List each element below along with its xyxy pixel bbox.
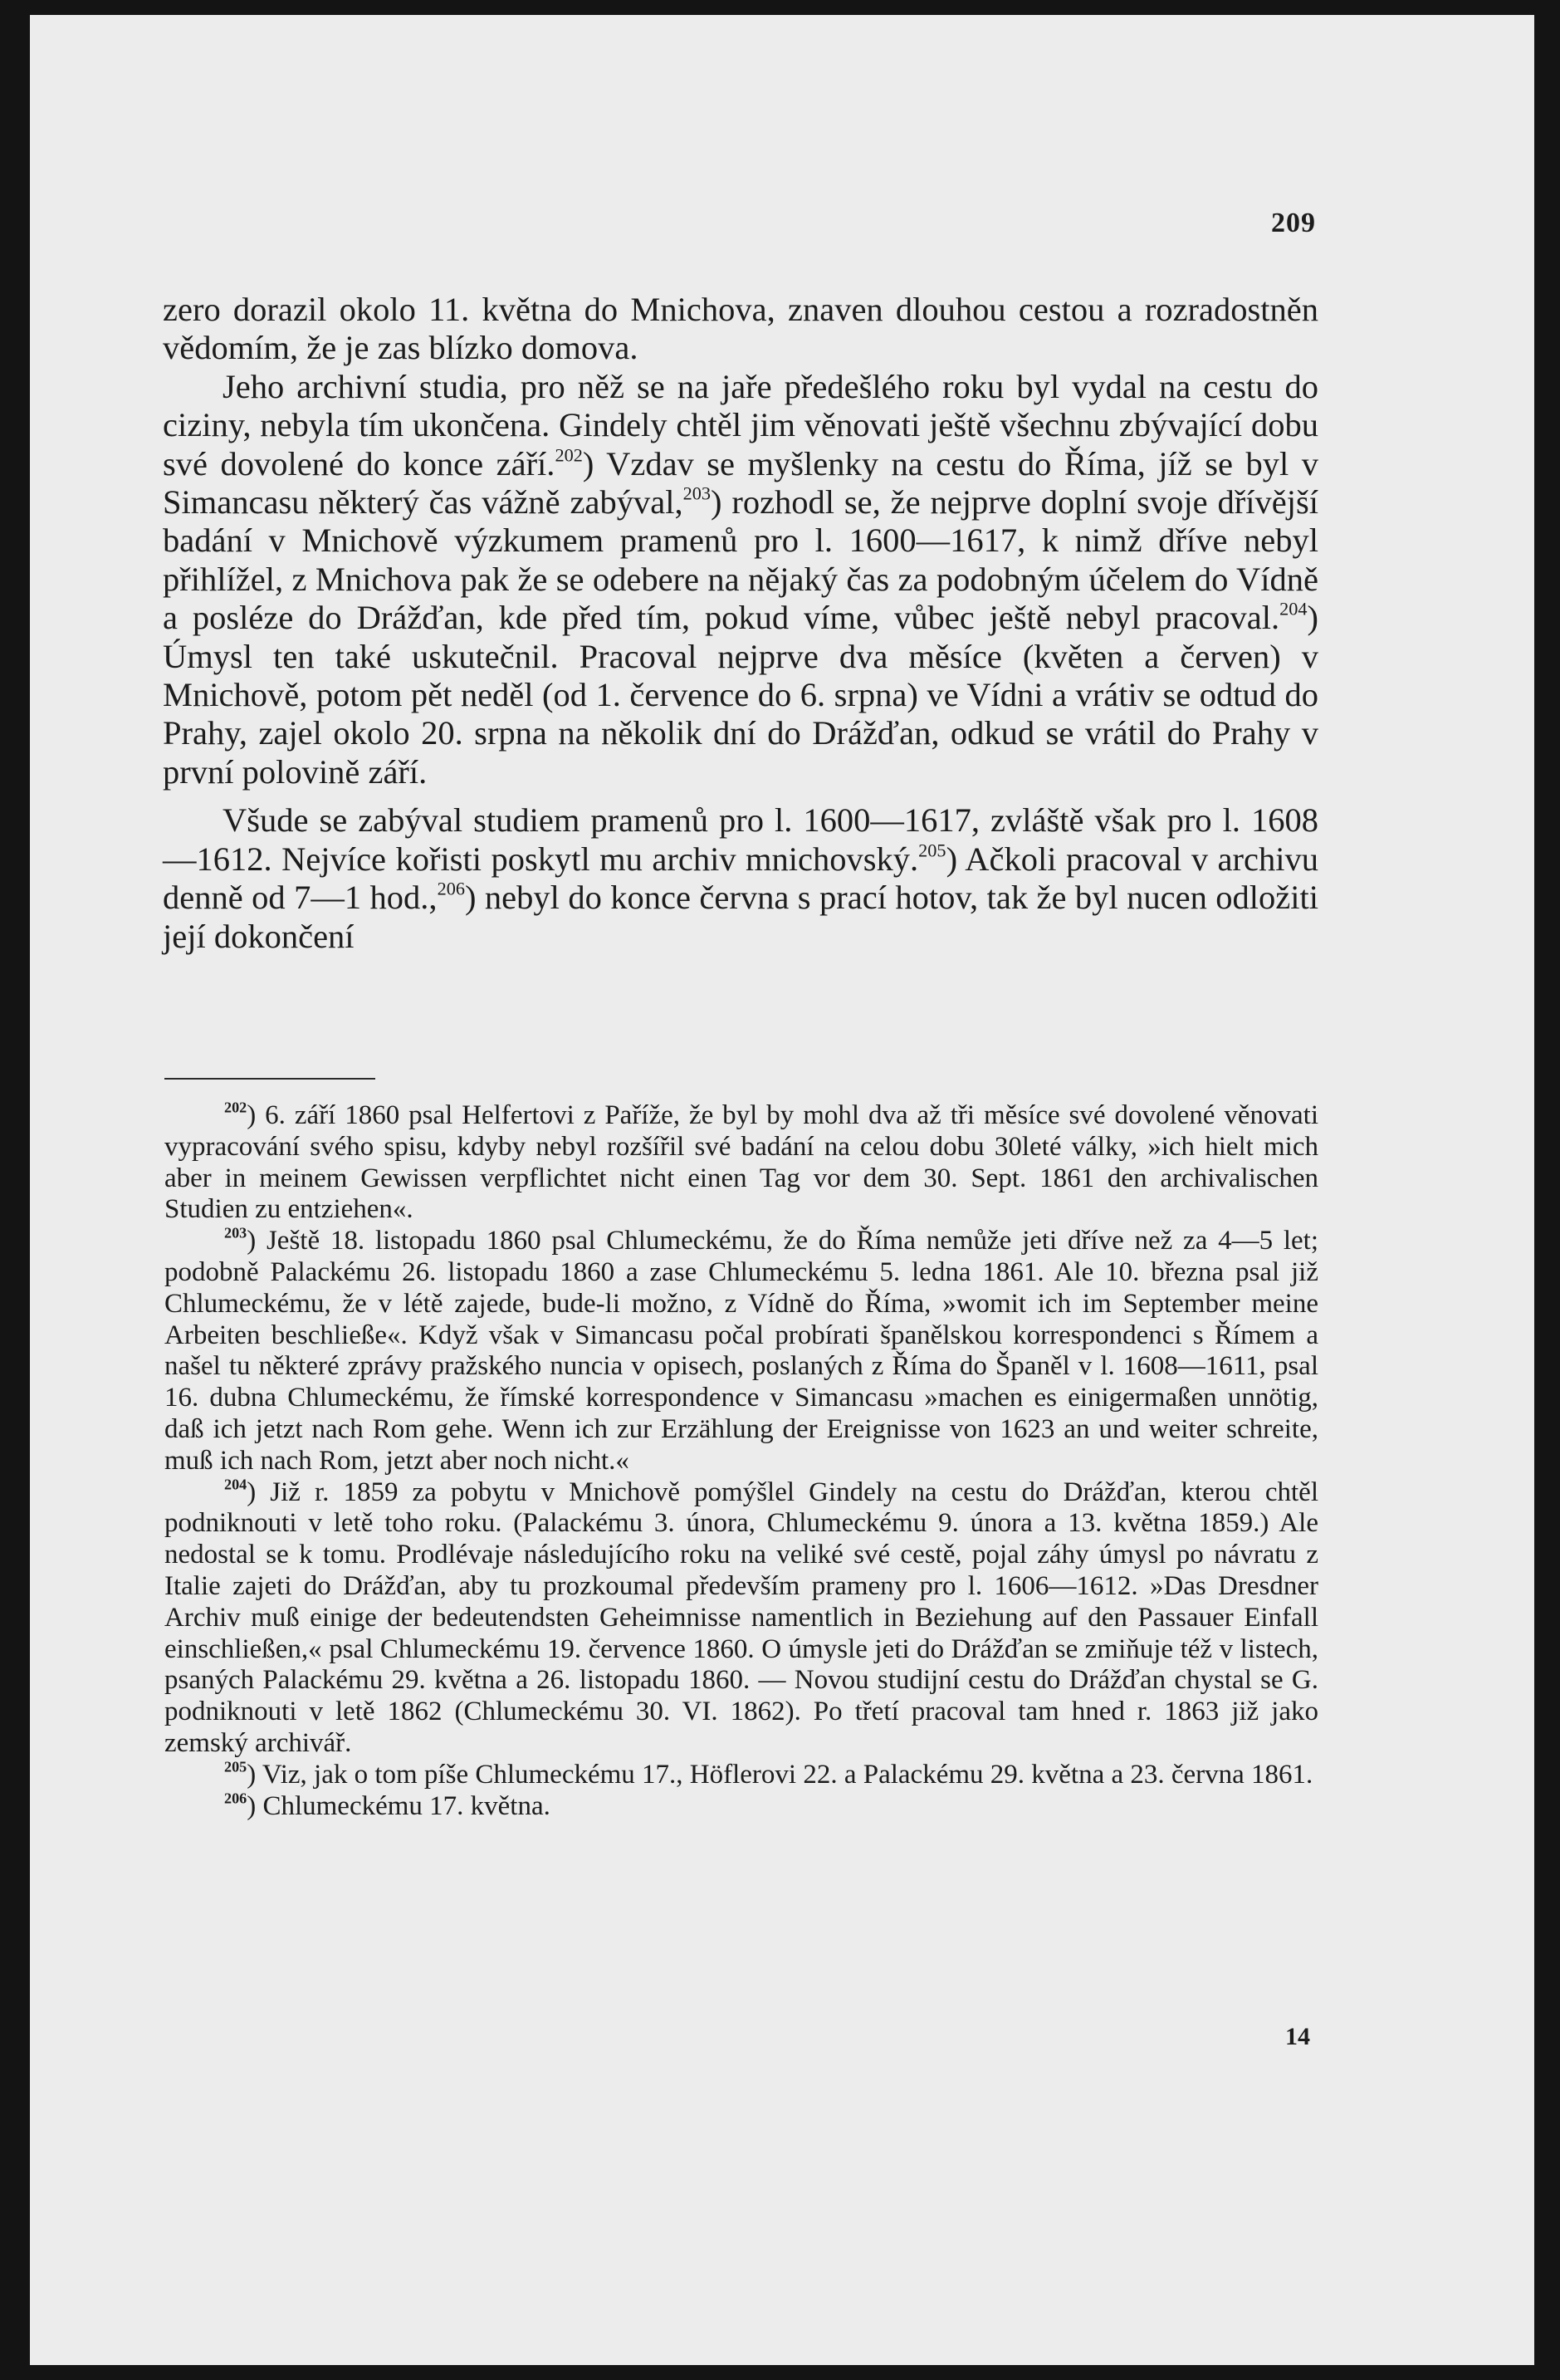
footnote-marker: 202: [224, 1099, 247, 1116]
text-run: ) Vzdav se myšlenky na cestu do Říma, jíž se byl v Simancasu některý čas vážně zabýval,: [163, 444, 1318, 522]
footnote-marker: 205: [224, 1758, 247, 1775]
footnote-separator: [164, 1078, 375, 1080]
footnote-text: ) 6. září 1860 psal Helfertovi z Paříže, že byl by mohl dva až tři měsíce své dovolené věnovati vypracování svého spisu, kdyby nebyl rozšířil své badání na celou dobu 30leté války, »ich hielt mich aber in meinem Gewissen verpflichtet nicht einen Tag vor dem 30. Sept. 1861 den archivalischen Studien zu entziehen«.: [164, 1100, 1318, 1225]
footnote-marker: 204: [224, 1475, 247, 1492]
paragraph: [163, 368, 1318, 791]
book-page: [30, 15, 1534, 2365]
footnote: [164, 1226, 1318, 1476]
text-run: Všude se zabýval studiem pramenů pro l. 1600—1617, zvláště však pro l. 1608—1612. Nejvíce kořisti poskytl mu archiv mnichovský.: [163, 801, 1318, 878]
text-run: ) Ačkoli pracoval v archivu denně od 7—1 hod.,: [163, 840, 1318, 917]
text-run: ) rozhodl se, že nejprve doplní svoje dřívější badání v Mnichově výzkumem pramenů pro l. 1600—1617, k nimž dříve nebyl přihlížel, z Mnichova pak že se odebere na nějaký čas za podobným účelem do Vídně a posléze do Drážďan, kde před tím, pokud víme, vůbec ještě nebyl pracoval.: [163, 483, 1318, 637]
paragraph: [163, 801, 1318, 956]
footnote: [164, 1477, 1318, 1760]
footnote: [164, 1100, 1318, 1226]
text-run: ) Úmysl ten také uskutečnil. Pracoval nejprve dva měsíce (květen a červen) v Mnichově, potom pět neděl (od 1. července do 6. srpna) ve Vídni a vrátiv se odtud do Prahy, zajel okolo 20. srpna na několik dní do Drážďan, odkud se vrátil do Prahy v první polovině září.: [163, 599, 1318, 791]
paragraph: [163, 291, 1318, 368]
footnote-reference[interactable]: 202: [555, 443, 583, 465]
footnote-reference[interactable]: 203: [682, 482, 711, 504]
footnote-marker: 206: [224, 1789, 247, 1806]
footnote: [164, 1791, 1318, 1823]
footnote-reference[interactable]: 204: [1279, 598, 1308, 619]
signature-mark: 14: [1285, 2023, 1310, 2050]
footnote-reference[interactable]: 206: [437, 878, 465, 899]
main-text: [163, 291, 1318, 956]
footnote-text: ) Již r. 1859 za pobytu v Mnichově pomýšlel Gindely na cestu do Drážďan, kterou chtěl podniknouti v letě toho roku. (Palackému 3. února, Chlumeckému 9. února a 13. května 1859.) Ale nedostal se k tomu. Prodlévaje následujícího roku na veliké své cestě, pojal záhy úmysl po návratu z Italie zajeti do Drážďan, aby tu prozkoumal především prameny pro l. 1606—1612. »Das Dresdner Archiv muß einige der bedeutendsten Geheimnisse namentlich in Beziehung auf den Passauer Einfall einschließen,« psal Chlumeckému 19. července 1860. O úmysle jeti do Drážďan se zmiňuje též v listech, psaných Palackému 29. května a 26. listopadu 1860. — Novou studijní cestu do Drážďan chystal se G. podniknouti v letě 1862 (Chlumeckému 30. VI. 1862). Po třetí pracoval tam hned r. 1863 již jako zemský archivář.: [164, 1476, 1318, 1758]
footnote: [164, 1760, 1318, 1791]
text-run: Jeho archivní studia, pro něž se na jaře předešlého roku byl vydal na cestu do ciziny, nebyla tím ukončena. Gindely chtěl jim věnovati ještě všechnu zbývající dobu své dovolené do konce září.: [163, 367, 1318, 482]
footnote-text: ) Viz, jak o tom píše Chlumeckému 17., Höflerovi 22. a Palackému 29. května a 23. června 1861.: [247, 1759, 1313, 1790]
page-number: 209: [1271, 208, 1316, 238]
footnote-text: ) Ještě 18. listopadu 1860 psal Chlumeckému, že do Říma nemůže jeti dříve než za 4—5 let; podobně Palackému 26. listopadu 1860 a zase Chlumeckému 5. ledna 1861. Ale 10. března psal již Chlumeckému, že v létě zajede, bude-li možno, z Vídně do Říma, »womit ich im September meine Arbeiten beschließe«. Když však v Simancasu počal probírati španělskou korrespondenci s Římem a našel tu některé zprávy pražského nuncia v opisech, poslaných z Říma do Španěl v l. 1608—1611, psal 16. dubna Chlumeckému, že římské korrespondence v Simancasu »machen es einigermaßen unnötig, daß ich jetzt nach Rom gehe. Wenn ich zur Erzählung der Ereignisse von 1623 an und weiter schreite, muß ich nach Rom, jetzt aber noch nicht.«: [164, 1226, 1318, 1476]
text-run: zero dorazil okolo 11. května do Mnichova, znaven dlouhou cestou a rozradostněn vědomím, že je zas blízko domova.: [163, 291, 1318, 367]
footnote-marker: 203: [224, 1224, 247, 1241]
text-run: ) nebyl do konce června s prací hotov, tak že byl nucen odložiti její dokončení: [163, 879, 1319, 955]
footnote-reference[interactable]: 205: [918, 839, 946, 860]
footnote-text: ) Chlumeckému 17. května.: [247, 1790, 550, 1821]
footnotes: [164, 1100, 1318, 1822]
